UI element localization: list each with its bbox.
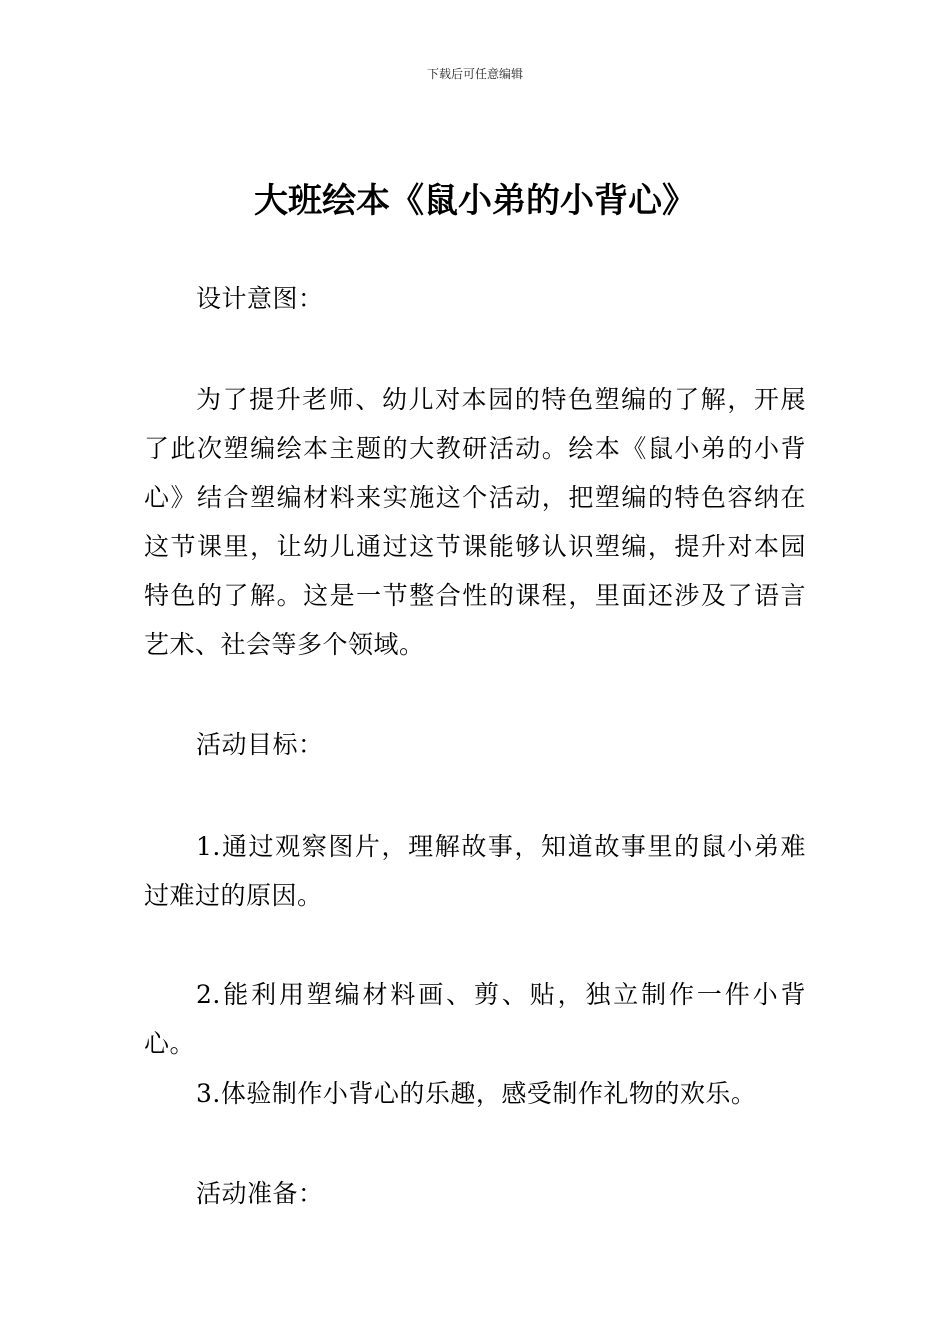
activity-goals-heading: 活动目标： — [196, 730, 324, 759]
design-intent-paragraph: 为了提升老师、幼儿对本园的特色塑编的了解，开展了此次塑编绘本主题的大教研活动。绘本《鼠小弟的小背心》结合塑编材料来实施这个活动，把塑编的特色容纳在这节课里，让幼儿通过这节课能够认识塑编，提升对本园特色的了解。这是一节整合性的课程，里面还涉及了语言艺术、社会等多个领域。 — [144, 385, 806, 659]
activity-preparation-heading: 活动准备： — [196, 1179, 324, 1208]
goal-item-2: 2.能利用塑编材料画、剪、贴，独立制作一件小背心。 — [144, 980, 806, 1058]
design-intent-heading: 设计意图： — [196, 284, 324, 313]
page-header-note: 下载后可任意编辑 — [426, 67, 523, 81]
goal-item-1: 1.通过观察图片，理解故事，知道故事里的鼠小弟难过难过的原因。 — [144, 832, 806, 910]
document-title: 大班绘本《鼠小弟的小背心》 — [254, 181, 696, 221]
goal-item-3: 3.体验制作小背心的乐趣，感受制作礼物的欢乐。 — [196, 1079, 757, 1108]
